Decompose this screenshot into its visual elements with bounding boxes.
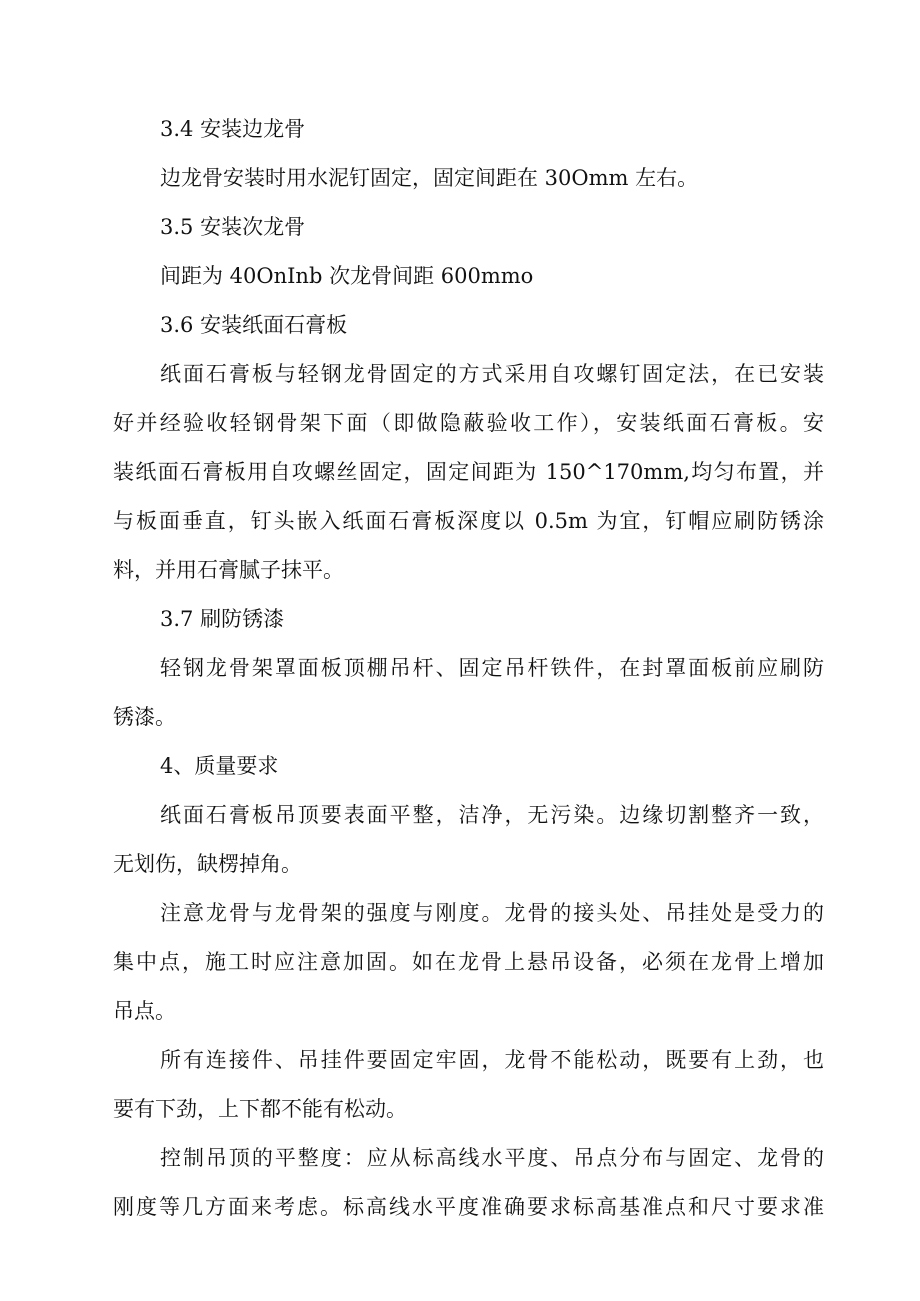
paragraph-line: 间距为 40OnInb 次龙骨间距 600mmo xyxy=(160,264,534,288)
paragraph-line: 无划伤，缺楞掉角。 xyxy=(113,852,302,876)
section-heading-4: 4、质量要求 xyxy=(160,754,279,778)
paragraph-line: 好并经验收轻钢骨架下面（即做隐蔽验收工作），安装纸面石膏板。安 xyxy=(113,411,824,435)
paragraph-line: 锈漆。 xyxy=(113,705,176,729)
paragraph-line: 边龙骨安装时用水泥钉固定，固定间距在 30Omm 左右。 xyxy=(160,166,699,190)
paragraph-line: 轻钢龙骨架罩面板顶棚吊杆、固定吊杆铁件，在封罩面板前应刷防 xyxy=(160,656,824,680)
paragraph-line: 与板面垂直，钉头嵌入纸面石膏板深度以 0.5m 为宜，钉帽应刷防锈涂 xyxy=(113,509,824,533)
section-heading-3-7: 3.7 刷防锈漆 xyxy=(160,607,285,631)
paragraph-line: 控制吊顶的平整度：应从标高线水平度、吊点分布与固定、龙骨的 xyxy=(160,1146,824,1170)
paragraph-line: 料，并用石膏腻子抹平。 xyxy=(113,558,344,582)
paragraph-line: 注意龙骨与龙骨架的强度与刚度。龙骨的接头处、吊挂处是受力的 xyxy=(160,901,824,925)
paragraph-line: 纸面石膏板吊顶要表面平整，洁净，无污染。边缘切割整齐一致， xyxy=(160,803,824,827)
paragraph-line: 要有下劲，上下都不能有松动。 xyxy=(113,1097,407,1121)
paragraph-line: 刚度等几方面来考虑。标高线水平度准确要求标高基准点和尺寸要求准 xyxy=(113,1195,824,1219)
paragraph-line: 装纸面石膏板用自攻螺丝固定，固定间距为 150^170mm,均匀布置，并 xyxy=(113,460,824,484)
section-heading-3-6: 3.6 安装纸面石膏板 xyxy=(160,313,348,337)
paragraph-line: 吊点。 xyxy=(113,999,176,1023)
section-heading-3-4: 3.4 安装边龙骨 xyxy=(160,117,306,141)
paragraph-line: 所有连接件、吊挂件要固定牢固，龙骨不能松动，既要有上劲，也 xyxy=(160,1048,824,1072)
paragraph-line: 集中点，施工时应注意加固。如在龙骨上悬吊设备，必须在龙骨上增加 xyxy=(113,950,824,974)
section-heading-3-5: 3.5 安装次龙骨 xyxy=(160,215,306,239)
paragraph-line: 纸面石膏板与轻钢龙骨固定的方式采用自攻螺钉固定法，在已安装 xyxy=(160,362,824,386)
